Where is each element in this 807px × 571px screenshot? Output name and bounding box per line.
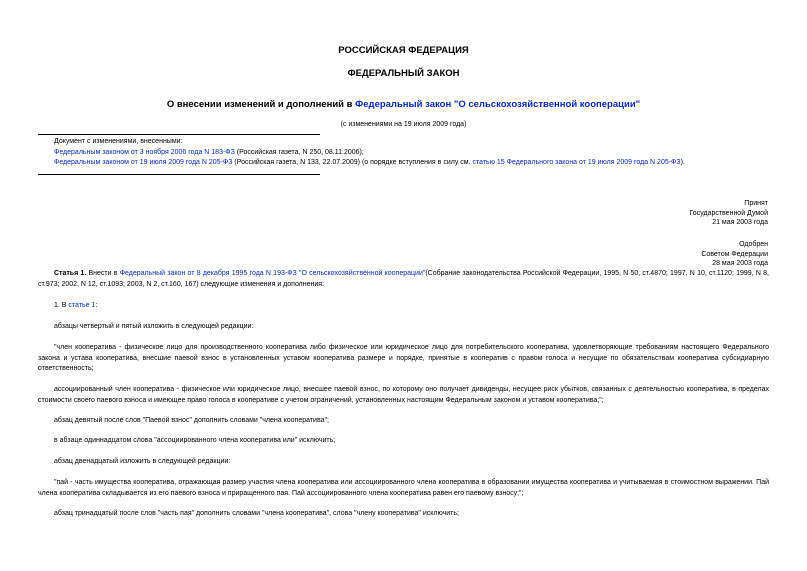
council-date: 28 мая 2003 года (712, 260, 768, 267)
law-type-heading: ФЕДЕРАЛЬНЫЙ ЗАКОН (347, 68, 460, 79)
item-1-pre: 1. В (54, 302, 69, 309)
duma-adoption (689, 199, 768, 228)
paragraph-3: ассоциированный член кооператива - физическое или юридическое лицо, внесшее паевой взнос, по которому оно получает дивиденды, несущее риск убытков, связанных с деятельностью кооператива, в пределах стоимости своего паевого взноса и имеющее право голоса в кооперативе с учетом ограничений, установленных настоящим Федеральным законом и уставом кооператива;"; (38, 386, 769, 404)
article-1-pre: Внести в (86, 270, 120, 277)
document-title (0, 99, 807, 110)
paragraph-5: в абзаце одиннадцатом слова "ассоциированного члена кооператива или" исключить; (54, 437, 336, 444)
council-approval (701, 240, 768, 269)
paragraph-2: "член кооператива - физическое лицо для производственного кооператива либо физическое или юридическое лицо для потребительского кооператива, удовлетворяющие требованиям настоящего Федерального закона и устава кооператива, внесшие паевой взнос в установленных уставом кооператива размере и порядке, принятые в кооператив с правом голоса и несущие по обязательствам кооператива субсидиарную ответственность; (38, 344, 769, 372)
changes-item-1-text: (Российская газета, N 250, 08.11.2006); (234, 148, 364, 156)
changes-item-1 (54, 148, 685, 159)
duma-line-2: Государственной Думой (689, 209, 768, 217)
document-subtitle: (с изменениями на 19 июля 2009 года) (340, 121, 467, 128)
article-1-link[interactable]: статье 1 (68, 302, 96, 309)
article-1-post: (Собрание законодательства Российской Федерации, 1995, N 50, ст.4870; 1997, N 10, ст.1120; 1999, N 8, ст.973; 2002, N 12, ст.1093; 2003, N 2, ст.160, 167) следующие изменения и дополнения: (38, 270, 769, 288)
top-divider (38, 134, 320, 135)
paragraph-7: "пай - часть имущества кооператива, отражающая размер участия члена кооператива или ассоциированного члена кооператива в образовании имущества кооператива и учитываемая в стоимостном выражении. Пай члена кооператива складывается из его паевого взноса и приращенного пая. Пай ассоциированного члена кооператива равен его паевому взносу;"; (38, 479, 769, 497)
amendment-link-2006[interactable]: Федеральным законом от 3 ноября 2006 года N 183-ФЗ (54, 148, 235, 156)
paragraph-4: абзац девятый после слов "Паевой взнос" дополнить словами "члена кооператива"; (54, 417, 329, 424)
article-1-label: Статья 1. (54, 270, 87, 277)
amendment-link-2009[interactable]: Федеральным законом от 19 июля 2009 года N 205-ФЗ (54, 159, 233, 166)
changes-item-2-end: ). (680, 159, 685, 166)
paragraph-8: абзац тринадцатый после слов "часть пая" дополнить словами "члена кооператива", слова "члену кооператива" исключить; (54, 510, 459, 517)
bottom-divider (38, 174, 320, 175)
title-law-link[interactable]: Федеральный закон "О сельскохозяйственной кооперации" (355, 99, 641, 110)
changes-intro: Документ с изменениями, внесенными: (54, 138, 183, 145)
article-1-paragraph (38, 269, 769, 290)
title-prefix: О внесении изменений и дополнений в (166, 99, 356, 110)
council-line-2: Советом Федерации (701, 250, 768, 258)
article-15-link[interactable]: статью 15 Федерального закона от 19 июля 2009 года N 205-ФЗ (472, 159, 681, 166)
changes-item-2-text: (Российская газета, N 133, 22.07.2009) (о порядке вступления в силу см. (232, 159, 473, 166)
duma-line-1: Принят (744, 200, 768, 207)
law-193-link[interactable]: Федеральный закон от 8 декабря 1995 года N 193-ФЗ "О сельскохозяйственной кооперации" (119, 270, 426, 277)
council-line-1: Одобрен (739, 241, 768, 248)
country-heading: РОССИЙСКАЯ ФЕДЕРАЦИЯ (338, 45, 469, 56)
paragraph-6: абзац двенадцатый изложить в следующей редакции: (54, 458, 231, 465)
changes-item-2 (54, 158, 685, 169)
item-1-paragraph (38, 301, 769, 312)
paragraph-1: абзацы четвертый и пятый изложить в следующей редакции: (54, 323, 254, 330)
changes-block (54, 137, 685, 169)
duma-date: 21 мая 2003 года (712, 219, 768, 226)
item-1-post: : (95, 302, 98, 309)
